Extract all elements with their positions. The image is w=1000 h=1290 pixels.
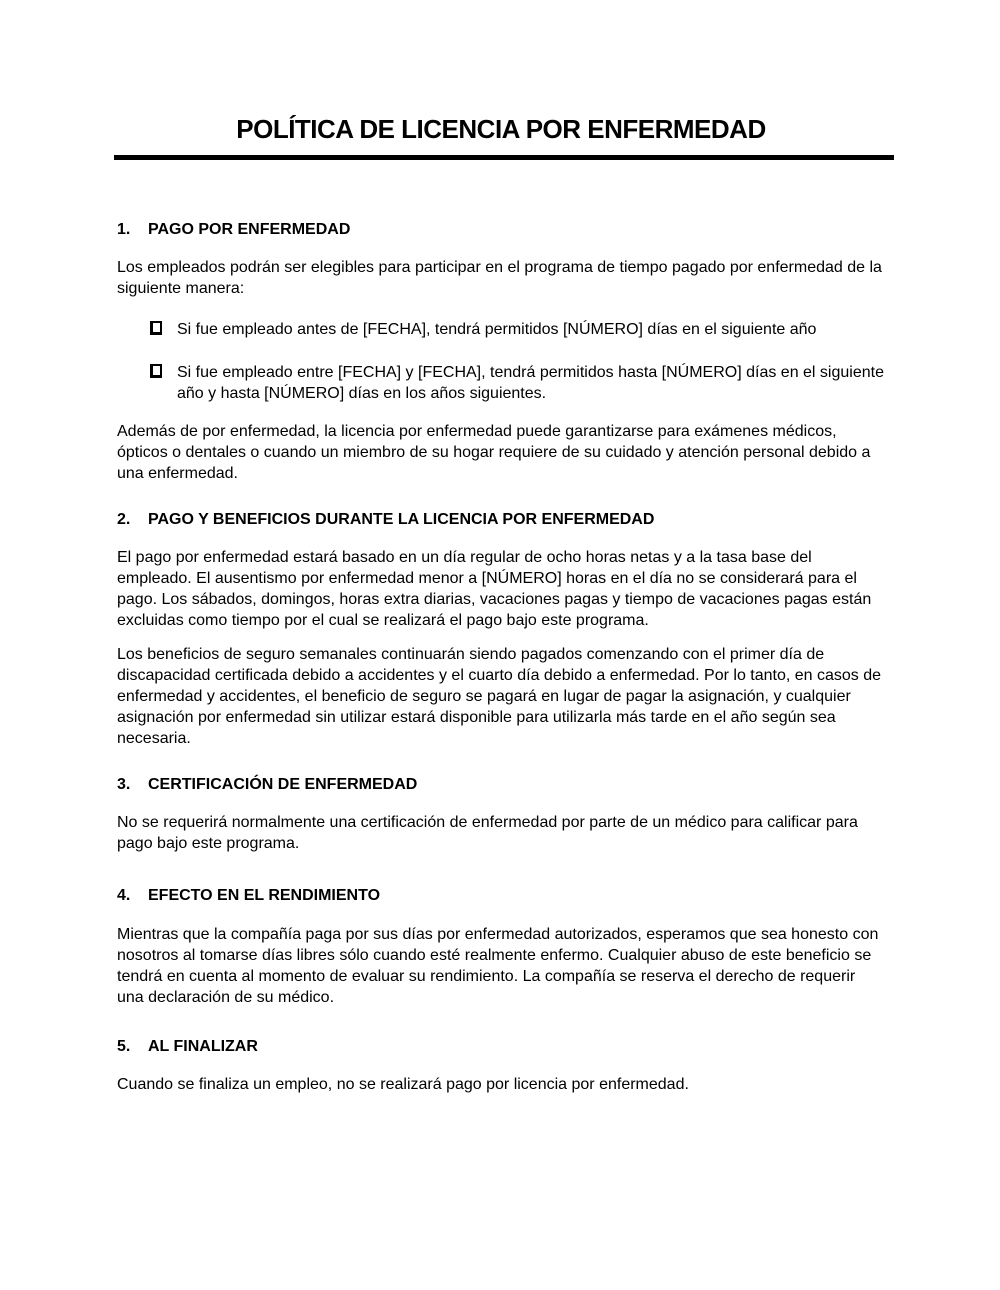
- section-4-heading: [117, 887, 885, 905]
- section-heading-label: EFECTO EN EL RENDIMIENTO: [148, 887, 381, 904]
- section-heading-label: AL FINALIZAR: [148, 1038, 258, 1055]
- checkbox-bullet-item: [117, 362, 885, 404]
- bullet-text: Si fue empleado antes de [FECHA], tendrá permitidos [NÚMERO] días en el siguiente año: [177, 321, 817, 338]
- section-heading-label: PAGO Y BENEFICIOS DURANTE LA LICENCIA POR ENFERMEDAD: [148, 511, 655, 528]
- section-4-paragraph: Mientras que la compañía paga por sus días por enfermedad autorizados, esperamos que sea honesto con nosotros al tomarse días libres sólo cuando esté realmente enfermo. Cualquier abuso de este beneficio se tendrá en cuenta al momento de evaluar su rendimiento. La compañía se reserva el derecho de requerir una declaración de su médico.: [117, 926, 879, 1006]
- document-title: POLÍTICA DE LICENCIA POR ENFERMEDAD: [236, 114, 766, 144]
- section-number: 1.: [117, 221, 131, 238]
- section-number: 4.: [117, 887, 131, 904]
- section-number: 2.: [117, 511, 131, 528]
- section-3-paragraph: No se requerirá normalmente una certificación de enfermedad por parte de un médico para calificar para pago bajo este programa.: [117, 814, 858, 852]
- section-5-heading: [117, 1038, 885, 1056]
- title-rule: [114, 155, 894, 160]
- section-1-intro-paragraph: Los empleados podrán ser elegibles para participar en el programa de tiempo pagado por enfermedad de la siguiente manera:: [117, 259, 882, 297]
- section-heading-label: CERTIFICACIÓN DE ENFERMEDAD: [148, 776, 418, 793]
- section-2-paragraph: Los beneficios de seguro semanales continuarán siendo pagados comenzando con el primer día de discapacidad certificada debido a accidentes y el cuarto día debido a enfermedad. Por lo tanto, en casos de enfermedad y accidentes, el beneficio de seguro se pagará en lugar de pagar la asignación, y cualquier asignación por enfermedad sin utilizar estará disponible para utilizarla más tarde en el año según sea necesaria.: [117, 646, 882, 747]
- section-2-paragraph: El pago por enfermedad estará basado en un día regular de ocho horas netas y a la tasa base del empleado. El ausentismo por enfermedad menor a [NÚMERO] horas en el día no se considerará para el pago. Los sábados, domingos, horas extra diarias, vacaciones pagas y tiempo de vacaciones pagas están excluidas como tiempo por el cual se realizará el pago bajo este programa.: [117, 549, 872, 629]
- section-3-heading: [117, 776, 885, 794]
- section-number: 5.: [117, 1038, 131, 1055]
- section-5-paragraph: Cuando se finaliza un empleo, no se realizará pago por licencia por enfermedad.: [117, 1076, 689, 1093]
- section-1-outro-paragraph: Además de por enfermedad, la licencia por enfermedad puede garantizarse para exámenes médicos, ópticos o dentales o cuando un miembro de su hogar requiere de su cuidado y atención personal debido a una enfermedad.: [117, 423, 871, 482]
- section-number: 3.: [117, 776, 131, 793]
- document-content: [117, 0, 885, 1095]
- section-1-heading: [117, 221, 885, 239]
- section-2-heading: [117, 511, 885, 529]
- checkbox-icon: [150, 364, 162, 378]
- checkbox-bullet-item: [117, 319, 885, 340]
- bullet-text: Si fue empleado entre [FECHA] y [FECHA], tendrá permitidos hasta [NÚMERO] días en el siguiente año y hasta [NÚMERO] días en los años siguientes.: [177, 364, 884, 402]
- section-heading-label: PAGO POR ENFERMEDAD: [148, 221, 351, 238]
- checkbox-icon: [150, 321, 162, 335]
